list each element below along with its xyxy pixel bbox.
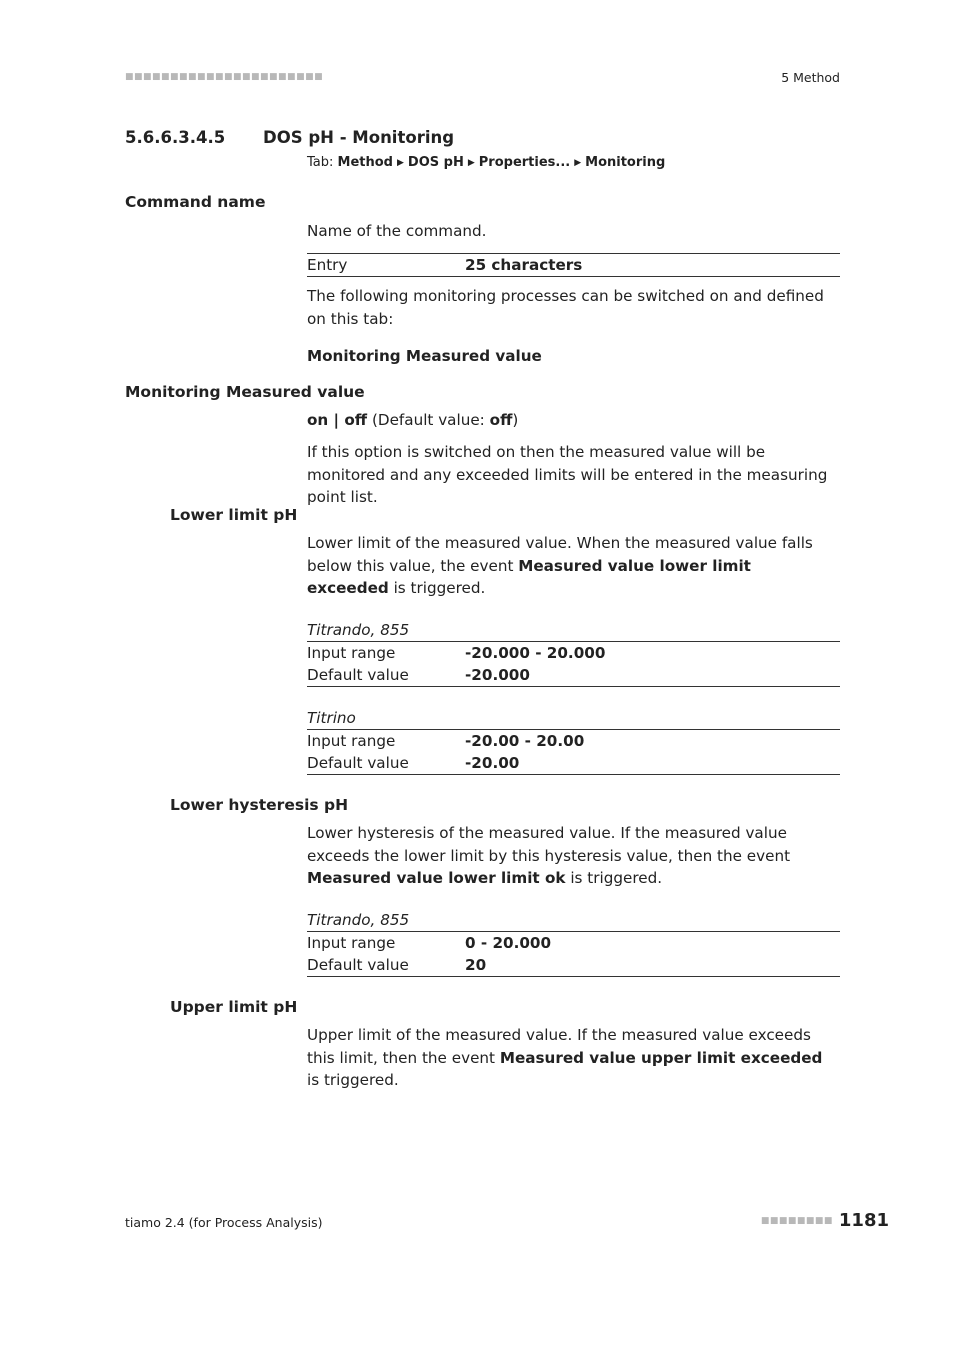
table-row (307, 954, 840, 976)
table-row (307, 932, 840, 954)
event-name: Measured value lower limit ok (307, 869, 566, 887)
entry-label: Entry (307, 256, 348, 274)
section-number: 5.6.6.3.4.5 (125, 128, 226, 147)
desc-text: Lower hysteresis of the measured value. If the measured value exceeds the lower limit by this hysteresis value, then the event (307, 824, 791, 865)
lower-limit-table-titrino (307, 707, 840, 775)
table-row (307, 730, 840, 752)
row-value: 20 (465, 956, 487, 974)
row-value: -20.00 (465, 754, 520, 772)
default-prefix: (Default value: (367, 411, 490, 429)
row-label: Default value (307, 666, 409, 684)
footer-product: tiamo 2.4 (for Process Analysis) (125, 1215, 323, 1230)
tab-path-item: Properties... (478, 155, 571, 170)
monitoring-subheading: Monitoring Measured value (307, 347, 542, 365)
desc-text: Lower limit of the measured value. When the measured value falls below this value, the event (307, 534, 813, 575)
row-label: Default value (307, 754, 409, 772)
row-value: 0 - 20.000 (465, 934, 552, 952)
monitoring-heading: Monitoring Measured value (125, 383, 365, 401)
upper-limit-desc (307, 1024, 827, 1092)
table-row (307, 642, 840, 664)
entry-table (307, 253, 840, 277)
section-title: DOS pH - Monitoring (263, 128, 455, 147)
row-value: -20.000 - 20.000 (465, 644, 606, 662)
table-caption: Titrando, 855 (307, 911, 410, 929)
default-value: off (489, 411, 513, 429)
table-row (307, 752, 840, 774)
lower-hysteresis-heading: Lower hysteresis pH (170, 796, 349, 814)
entry-value: 25 characters (465, 256, 583, 274)
table-row (307, 664, 840, 686)
desc-text: Upper limit of the measured value. If the measured value exceeds this limit, then the event (307, 1026, 811, 1067)
monitoring-desc: If this option is switched on then the measured value will be monitored and any exceeded limits will be entered in the measuring point list. (307, 443, 828, 506)
row-label: Default value (307, 956, 409, 974)
arrow-right-icon: ▶ (397, 158, 404, 168)
event-name: Measured value lower limit exceeded (307, 556, 751, 597)
row-label: Input range (307, 934, 396, 952)
tab-path-item: DOS pH (407, 155, 464, 170)
monitoring-options (307, 409, 847, 432)
row-label: Input range (307, 644, 396, 662)
chapter-label: 5 Method (781, 70, 840, 85)
tab-path (307, 155, 665, 170)
row-label: Input range (307, 732, 396, 750)
option-off: off (344, 411, 368, 429)
desc-text: is triggered. (565, 869, 663, 887)
upper-limit-heading: Upper limit pH (170, 998, 298, 1016)
footer-decoration: ■■■■■■■■ (760, 1215, 833, 1226)
header-decoration: ■■■■■■■■■■■■■■■■■■■■■■ (125, 72, 324, 82)
option-separator: | (328, 411, 345, 429)
option-on: on (307, 411, 329, 429)
command-name-heading: Command name (125, 193, 266, 211)
default-suffix: ) (512, 411, 519, 429)
lower-limit-desc (307, 532, 837, 600)
event-name: Measured value upper limit exceeded (499, 1048, 823, 1067)
footer-page (761, 1210, 889, 1231)
desc-text: is triggered. (307, 1071, 399, 1089)
command-name-desc: Name of the command. (307, 222, 487, 240)
arrow-right-icon: ▶ (574, 158, 582, 168)
page-number: 1181 (838, 1210, 889, 1231)
following-text: The following monitoring processes can be switched on and defined on this tab: (307, 287, 824, 328)
tab-prefix: Tab: (307, 155, 334, 170)
row-value: -20.00 - 20.00 (465, 732, 585, 750)
tab-path-item: Method (337, 155, 393, 170)
table-row (307, 254, 840, 276)
tab-path-item: Monitoring (585, 155, 666, 170)
lower-limit-heading: Lower limit pH (170, 506, 298, 524)
table-caption: Titrando, 855 (307, 621, 410, 639)
table-caption: Titrino (307, 709, 356, 727)
lower-limit-table-titrando (307, 619, 840, 687)
arrow-right-icon: ▶ (467, 158, 475, 168)
row-value: -20.000 (465, 666, 530, 684)
lower-hysteresis-table-titrando (307, 909, 840, 977)
lower-hysteresis-desc (307, 822, 847, 890)
desc-text: is triggered. (388, 579, 486, 597)
